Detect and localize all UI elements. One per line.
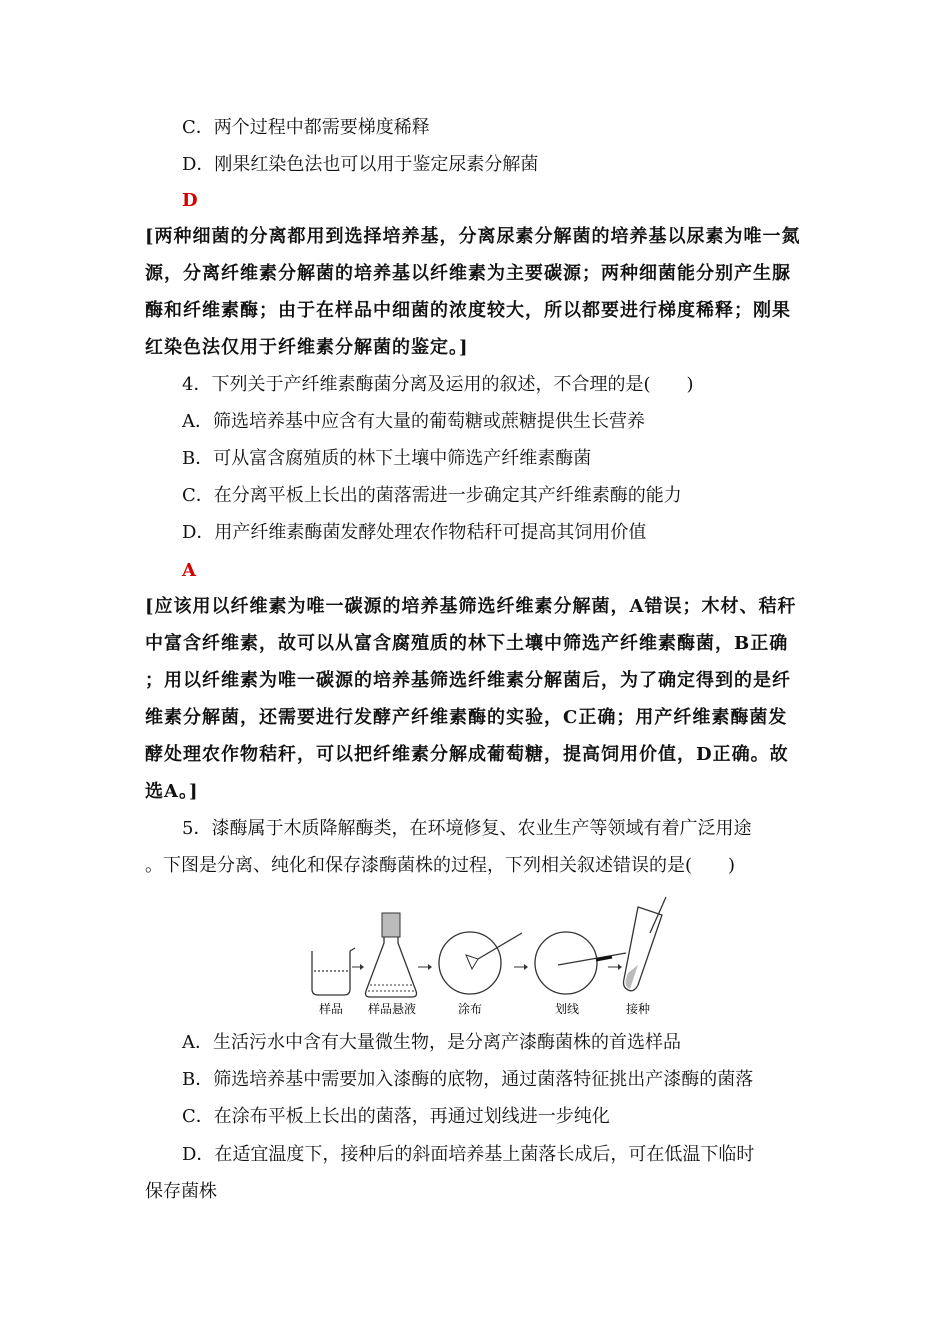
q5-option-c: C．在涂布平板上长出的菌落，再通过划线进一步纯化: [182, 1106, 610, 1127]
arrow-icon: [352, 964, 364, 970]
figure-label: 划线: [555, 1002, 580, 1016]
q4-explanation-line: 中富含纤维素，故可以从富含腐殖质的林下土壤中筛选产纤维素酶菌，B正确: [145, 633, 789, 654]
q5-option-d: D．在适宜温度下，接种后的斜面培养基上菌落长成后，可在低温下临时: [182, 1144, 755, 1165]
streak-plate-icon: [535, 932, 626, 994]
q5-option-d-continued: 保存菌株: [145, 1181, 217, 1202]
q4-explanation-line: ；用以纤维素为唯一碳源的培养基筛选纤维素分解菌后，为了确定得到的是纤: [145, 670, 791, 691]
q4-explanation-line: 维素分解菌，还需要进行发酵产纤维素酶的实验，C正确；用产纤维素酶菌发: [145, 707, 788, 728]
figure-label: 接种: [626, 1002, 651, 1016]
q3-option-d: D．刚果红染色法也可以用于鉴定尿素分解菌: [182, 154, 539, 175]
q3-explanation-line: 源，分离纤维素分解菌的培养基以纤维素为主要碳源；两种细菌能分别产生脲: [145, 263, 791, 284]
figure-label: 样品: [319, 1002, 344, 1016]
spread-plate-icon: [439, 932, 522, 994]
q4-stem: 4．下列关于产纤维素酶菌分离及运用的叙述，不合理的是( ): [182, 374, 694, 395]
beaker-icon: [312, 948, 355, 995]
figure-label: 涂布: [458, 1002, 483, 1016]
arrow-icon: [514, 964, 528, 970]
q3-option-c: C．两个过程中都需要梯度稀释: [182, 117, 430, 138]
q3-explanation-line: 红染色法仅用于纤维素分解菌的鉴定。]: [145, 337, 469, 358]
q4-explanation-line: 酵处理农作物秸秆，可以把纤维素分解成葡萄糖，提高饲用价值，D正确。故: [145, 744, 789, 765]
flask-icon: [366, 913, 417, 997]
q3-explanation-line: 酶和纤维素酶；由于在样品中细菌的浓度较大，所以都要进行梯度稀释；刚果: [145, 300, 791, 321]
q4-explanation-line: [应该用以纤维素为唯一碳源的培养基筛选纤维素分解菌，A错误；木材、秸秆: [145, 596, 797, 617]
q4-option-d: D．用产纤维素酶菌发酵处理农作物秸秆可提高其饲用价值: [182, 522, 647, 543]
q4-explanation-line: 选A。]: [145, 781, 199, 802]
q3-explanation-line: [两种细菌的分离都用到选择培养基，分离尿素分解菌的培养基以尿素为唯一氮: [145, 226, 801, 247]
q5-option-b: B．筛选培养基中需要加入漆酶的底物，通过菌落特征挑出产漆酶的菌落: [182, 1069, 754, 1090]
figure-label: 样品悬液: [368, 1002, 417, 1016]
q5-option-a: A．生活污水中含有大量微生物，是分离产漆酶菌株的首选样品: [182, 1032, 681, 1053]
q4-option-b: B．可从富含腐殖质的林下土壤中筛选产纤维素酶菌: [182, 448, 592, 469]
q4-option-a: A．筛选培养基中应含有大量的葡萄糖或蔗糖提供生长营养: [182, 411, 645, 432]
q3-answer: D: [182, 190, 198, 211]
process-figure: [300, 895, 670, 1020]
q4-answer: A: [182, 560, 196, 581]
q4-option-c: C．在分离平板上长出的菌落需进一步确定其产纤维素酶的能力: [182, 485, 682, 506]
arrow-icon: [418, 964, 432, 970]
arrow-icon: [608, 964, 622, 970]
q5-stem: 。下图是分离、纯化和保存漆酶菌株的过程，下列相关叙述错误的是( ): [145, 855, 736, 876]
q5-stem: 5．漆酶属于木质降解酶类，在环境修复、农业生产等领域有着广泛用途: [182, 818, 752, 839]
test-tube-icon: [624, 897, 667, 991]
